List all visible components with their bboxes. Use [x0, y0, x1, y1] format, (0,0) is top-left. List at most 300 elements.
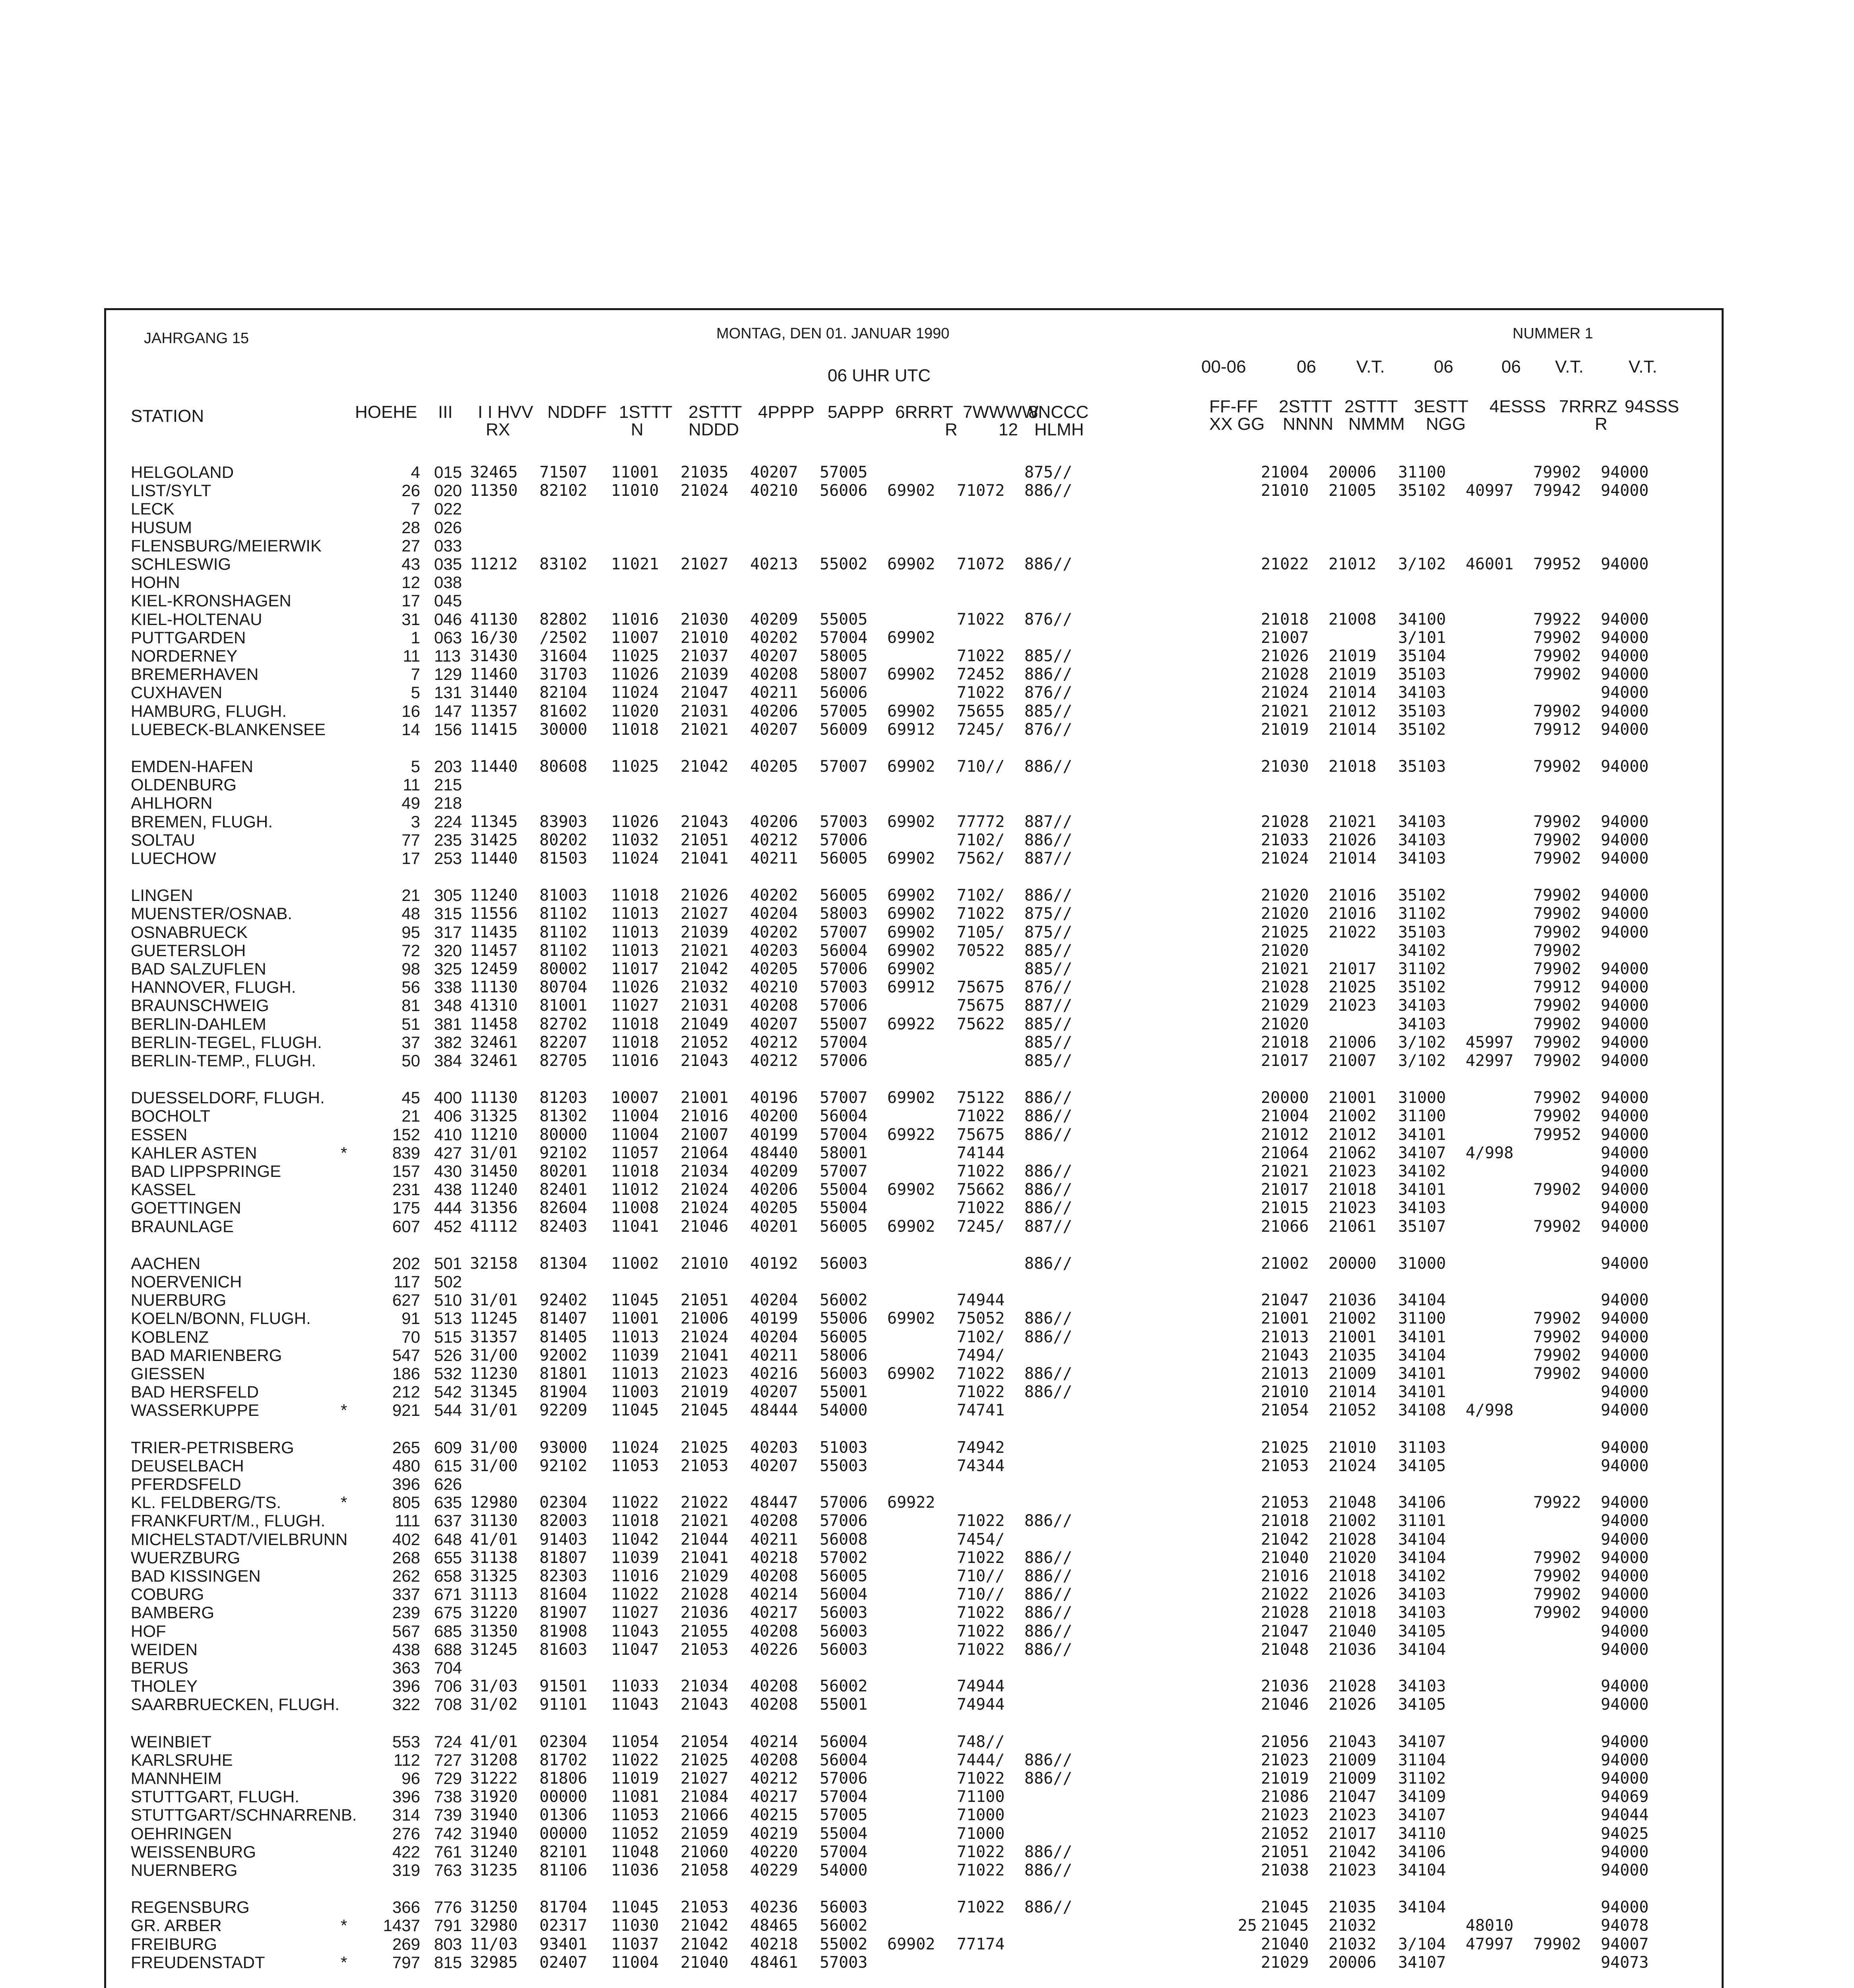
table-row [106, 1291, 1722, 1309]
obs-group: 94000 [1601, 1199, 1649, 1217]
obs-group: 885// [1024, 960, 1072, 978]
col-r1-top: 00-06 [1201, 357, 1246, 377]
obs-group: 11048 [611, 1843, 659, 1861]
obs-group: 31/00 [470, 1457, 518, 1475]
obs-group: 21047 [1261, 1291, 1309, 1309]
obs-group: 11032 [611, 831, 659, 849]
obs-group: 21018 [1328, 1180, 1377, 1199]
obs-group: 79902 [1533, 960, 1581, 978]
obs-group: 11025 [611, 757, 659, 776]
obs-group: 56003 [820, 1604, 868, 1622]
obs-group: 34101 [1398, 1328, 1446, 1346]
obs-group: 21064 [1261, 1144, 1309, 1162]
obs-group: 34103 [1398, 1015, 1446, 1033]
station-name: FREIBURG [131, 1935, 217, 1953]
station-name: BERLIN-TEGEL, FLUGH. [131, 1033, 322, 1052]
obs-group: 40218 [750, 1549, 798, 1567]
station-height: 5 [411, 683, 420, 702]
station-id: 305 [434, 886, 462, 905]
obs-group: 94000 [1601, 1052, 1649, 1070]
obs-group: 48444 [750, 1401, 798, 1419]
station-id: 131 [434, 683, 462, 702]
obs-group: 31/01 [470, 1291, 518, 1309]
obs-group: 82101 [539, 1843, 588, 1861]
obs-group: 71022 [957, 1861, 1005, 1879]
obs-group: 40218 [750, 1935, 798, 1953]
station-id: 147 [434, 702, 462, 720]
obs-group: 74944 [957, 1695, 1005, 1714]
obs-group: 886// [1024, 1549, 1072, 1567]
obs-group: 79902 [1533, 1935, 1581, 1953]
station-height: 49 [401, 794, 420, 812]
obs-group: 886// [1024, 665, 1072, 683]
obs-group: 21001 [681, 1089, 729, 1107]
station-name: BERUS [131, 1658, 188, 1677]
table-row [106, 1769, 1722, 1788]
station-id: 035 [434, 555, 462, 573]
obs-group: 875// [1024, 905, 1072, 923]
obs-group: 7562/ [957, 849, 1005, 868]
obs-group: 21061 [1328, 1217, 1377, 1236]
obs-group: 94000 [1601, 1530, 1649, 1549]
obs-group: 21066 [681, 1806, 729, 1824]
obs-group: 02304 [539, 1493, 588, 1512]
obs-group: 12980 [470, 1493, 518, 1512]
station-name: STUTTGART/SCHNARRENB. [131, 1806, 357, 1824]
obs-group: 31450 [470, 1162, 518, 1180]
obs-group: 21032 [1328, 1935, 1377, 1953]
obs-group: 31222 [470, 1769, 518, 1788]
obs-group: 57006 [820, 1512, 868, 1530]
table-row [106, 555, 1722, 573]
obs-group: 34101 [1398, 1383, 1446, 1401]
station-height: 81 [401, 996, 420, 1015]
obs-group: 35102 [1398, 481, 1446, 500]
obs-group: 40213 [750, 555, 798, 573]
col-4esss: 4ESSS [1489, 397, 1546, 416]
mountain-marker: * [341, 1953, 347, 1972]
obs-group: 94000 [1601, 1401, 1649, 1419]
obs-group: 21038 [1261, 1861, 1309, 1879]
obs-group: 94000 [1601, 1180, 1649, 1199]
obs-group: 7102/ [957, 886, 1005, 905]
obs-group: 887// [1024, 1217, 1072, 1236]
table-row [106, 1898, 1722, 1916]
obs-group: 79902 [1533, 647, 1581, 665]
obs-group: 35103 [1398, 923, 1446, 942]
station-height: 366 [392, 1898, 420, 1916]
obs-group: 40209 [750, 1162, 798, 1180]
obs-group: 11001 [611, 1309, 659, 1328]
obs-group: 94044 [1601, 1806, 1649, 1824]
obs-group: 21054 [1261, 1401, 1309, 1419]
obs-group: 79902 [1533, 942, 1581, 960]
obs-group: 79942 [1533, 481, 1581, 500]
obs-group: 57006 [820, 996, 868, 1015]
obs-group: 55001 [820, 1383, 868, 1401]
obs-group: 21020 [1261, 1015, 1309, 1033]
obs-group: 21028 [1261, 665, 1309, 683]
obs-group: 82207 [539, 1033, 588, 1052]
obs-group: 21014 [1328, 849, 1377, 868]
obs-group: 886// [1024, 1585, 1072, 1604]
obs-group: 20006 [1328, 463, 1377, 481]
obs-group: 21023 [1261, 1751, 1309, 1769]
table-row [106, 500, 1722, 518]
obs-group: 93000 [539, 1439, 588, 1457]
obs-group: 34103 [1398, 1585, 1446, 1604]
obs-group: 21021 [681, 720, 729, 739]
obs-group: 56005 [820, 1567, 868, 1585]
obs-group: 21025 [681, 1439, 729, 1457]
station-height: 112 [394, 1751, 420, 1769]
obs-group: 57005 [820, 1806, 868, 1824]
obs-group: 11016 [611, 610, 659, 629]
obs-group: 94073 [1601, 1953, 1649, 1972]
obs-group: 40208 [750, 1512, 798, 1530]
obs-group: 31100 [1398, 1107, 1446, 1125]
obs-group: 31101 [1398, 1512, 1446, 1530]
station-id: 400 [434, 1088, 462, 1107]
table-row [106, 1953, 1722, 1972]
obs-group: 02407 [539, 1953, 588, 1972]
station-name: FRANKFURT/M., FLUGH. [131, 1511, 326, 1530]
obs-group: 886// [1024, 1861, 1072, 1879]
station-height: 50 [401, 1051, 420, 1070]
col-r3sttt: 2STTT [1344, 397, 1398, 416]
obs-group: 21052 [681, 1033, 729, 1052]
obs-group: 94000 [1601, 1162, 1649, 1180]
obs-group: 94069 [1601, 1788, 1649, 1806]
obs-group: 11024 [611, 683, 659, 702]
obs-group: 11245 [470, 1309, 518, 1328]
obs-group: 21021 [1261, 1162, 1309, 1180]
mountain-marker: * [341, 1401, 347, 1419]
obs-group: 56003 [820, 1640, 868, 1659]
station-id: 410 [434, 1125, 462, 1144]
table-row [106, 1659, 1722, 1677]
station-id: 815 [434, 1953, 462, 1972]
obs-group: 94000 [1601, 1733, 1649, 1751]
obs-group: 94078 [1601, 1916, 1649, 1935]
obs-group: 94000 [1601, 1346, 1649, 1365]
obs-group: 35103 [1398, 665, 1446, 683]
obs-group: 21028 [1261, 813, 1309, 831]
obs-group: 40229 [750, 1861, 798, 1879]
obs-group: 21039 [681, 923, 729, 942]
obs-group: 94000 [1601, 960, 1649, 978]
obs-group: 21052 [1261, 1825, 1309, 1843]
station-id: 382 [434, 1033, 462, 1052]
obs-group: 16/30 [470, 629, 518, 647]
obs-group: 21027 [681, 555, 729, 573]
obs-group: 72452 [957, 665, 1005, 683]
obs-group: 40211 [750, 849, 798, 868]
obs-group: 79902 [1533, 1567, 1581, 1585]
col-hvv: I I HVV [478, 402, 533, 422]
obs-group: 12459 [470, 960, 518, 978]
obs-group: 81604 [539, 1585, 588, 1604]
station-name: KOELN/BONN, FLUGH. [131, 1309, 311, 1328]
obs-group: 21019 [1328, 665, 1377, 683]
station-id: 727 [434, 1751, 462, 1769]
col-7rrrz: 7RRRZ [1559, 397, 1617, 416]
station-name: EMDEN-HAFEN [131, 757, 254, 776]
station-height: 12 [401, 573, 420, 592]
obs-group: 11240 [470, 886, 518, 905]
obs-group: 21053 [1261, 1493, 1309, 1512]
obs-group: 69902 [887, 702, 935, 720]
obs-group: 7245/ [957, 720, 1005, 739]
obs-group: 21004 [1261, 463, 1309, 481]
obs-group: 40205 [750, 960, 798, 978]
obs-group: 94000 [1601, 1549, 1649, 1567]
obs-group: 11556 [470, 905, 518, 923]
obs-group: 7102/ [957, 1328, 1005, 1346]
obs-group: 21036 [1261, 1677, 1309, 1695]
obs-group: 79902 [1533, 813, 1581, 831]
obs-group: 11004 [611, 1953, 659, 1972]
obs-group: 21021 [1261, 960, 1309, 978]
obs-group: 40219 [750, 1825, 798, 1843]
obs-group: 886// [1024, 1309, 1072, 1328]
station-height: 17 [401, 849, 420, 868]
obs-group: 80202 [539, 831, 588, 849]
obs-group: 79902 [1533, 1180, 1581, 1199]
obs-group: 20006 [1328, 1953, 1377, 1972]
obs-group: 92102 [539, 1144, 588, 1162]
obs-group: 11016 [611, 1052, 659, 1070]
obs-group: 21020 [1261, 905, 1309, 923]
obs-group: 21015 [1261, 1199, 1309, 1217]
obs-group: 11440 [470, 849, 518, 868]
table-row [106, 1365, 1722, 1383]
table-row [106, 537, 1722, 555]
obs-group: 82102 [539, 481, 588, 500]
obs-group: 11081 [611, 1788, 659, 1806]
obs-group: 91101 [539, 1695, 588, 1714]
obs-group: 94000 [1601, 1640, 1649, 1659]
obs-group: 34101 [1398, 1126, 1446, 1144]
obs-group: 21006 [681, 1309, 729, 1328]
obs-group: 11026 [611, 813, 659, 831]
obs-group: 94000 [1601, 849, 1649, 868]
obs-group: 21020 [1261, 942, 1309, 960]
col-r2sttt: 2STTT [1279, 397, 1332, 416]
table-row [106, 665, 1722, 683]
col-94sss: 94SSS [1625, 397, 1679, 416]
obs-group: 876// [1024, 610, 1072, 629]
obs-group: 79902 [1533, 1549, 1581, 1567]
obs-group: 21031 [681, 702, 729, 720]
obs-group: 7494/ [957, 1346, 1005, 1365]
station-name: MUENSTER/OSNAB. [131, 904, 293, 923]
col-r3-top: V.T. [1356, 357, 1385, 377]
obs-group: 11043 [611, 1695, 659, 1714]
obs-group: 75622 [957, 1015, 1005, 1033]
obs-group: 34105 [1398, 1457, 1446, 1475]
obs-group: 48447 [750, 1493, 798, 1512]
obs-group: 31100 [1398, 1309, 1446, 1328]
obs-group: 886// [1024, 1365, 1072, 1383]
station-height: 56 [401, 978, 420, 996]
col-7rrrz-sub: R [1595, 414, 1608, 434]
obs-group: 71022 [957, 1549, 1005, 1567]
obs-group: 40997 [1466, 481, 1514, 500]
station-id: 626 [434, 1475, 462, 1493]
obs-group: 94000 [1601, 1033, 1649, 1052]
obs-group: 81302 [539, 1107, 588, 1125]
obs-group: 34102 [1398, 1162, 1446, 1180]
obs-group: 94000 [1601, 1861, 1649, 1879]
obs-group: 81807 [539, 1549, 588, 1567]
obs-group: 21022 [1261, 1585, 1309, 1604]
obs-group: 92102 [539, 1457, 588, 1475]
station-name: COBURG [131, 1585, 204, 1604]
obs-group: 21012 [1328, 555, 1377, 573]
obs-group: 886// [1024, 1199, 1072, 1217]
station-id: 215 [434, 775, 462, 794]
obs-group: 21053 [681, 1898, 729, 1916]
obs-group: 21066 [1261, 1217, 1309, 1236]
obs-group: 21021 [681, 942, 729, 960]
obs-group: 94000 [1601, 610, 1649, 629]
obs-group: 21009 [1328, 1365, 1377, 1383]
station-id: 791 [434, 1916, 462, 1935]
obs-group: 11460 [470, 665, 518, 683]
obs-group: 40220 [750, 1843, 798, 1861]
obs-group: 40206 [750, 702, 798, 720]
obs-group: 80002 [539, 960, 588, 978]
mountain-marker: * [341, 1493, 347, 1512]
obs-group: 21039 [681, 665, 729, 683]
obs-group: 40204 [750, 1328, 798, 1346]
obs-group: 886// [1024, 555, 1072, 573]
col-hoehe: HOEHE [355, 402, 417, 422]
obs-group: 21054 [681, 1733, 729, 1751]
obs-group: 34102 [1398, 1567, 1446, 1585]
obs-group: 94000 [1601, 923, 1649, 942]
obs-group: 40196 [750, 1089, 798, 1107]
obs-group: 48440 [750, 1144, 798, 1162]
obs-group: 11357 [470, 702, 518, 720]
obs-group: 69902 [887, 665, 935, 683]
obs-group: 21013 [1261, 1365, 1309, 1383]
obs-group: 21064 [681, 1144, 729, 1162]
station-height: 547 [392, 1346, 420, 1365]
obs-group: 56005 [820, 886, 868, 905]
obs-group: 31703 [539, 665, 588, 683]
obs-group: 35104 [1398, 647, 1446, 665]
obs-group: 94000 [1601, 1843, 1649, 1861]
obs-group: 21014 [1328, 683, 1377, 702]
obs-group: 31/00 [470, 1346, 518, 1365]
col-8nccc: 8NCCC [1028, 402, 1089, 422]
obs-group: 56005 [820, 849, 868, 868]
obs-group: 40204 [750, 1291, 798, 1309]
obs-group: 81102 [539, 942, 588, 960]
station-height: 839 [392, 1143, 420, 1162]
station-name: THOLEY [131, 1677, 198, 1695]
obs-group: 69902 [887, 1089, 935, 1107]
col-6rrrt: 6RRRT [895, 402, 953, 422]
station-name: SCHLESWIG [131, 555, 231, 573]
obs-group: 21025 [1328, 978, 1377, 996]
col-7wwww-sub: 12 [999, 420, 1018, 439]
obs-group: 77772 [957, 813, 1005, 831]
obs-group: 21028 [1328, 1677, 1377, 1695]
obs-group: 94000 [1601, 629, 1649, 647]
obs-group: 21036 [1328, 1640, 1377, 1659]
obs-group: 21029 [1261, 1953, 1309, 1972]
obs-group: 21026 [1328, 831, 1377, 849]
obs-group: 79912 [1533, 978, 1581, 996]
station-name: KAHLER ASTEN [131, 1143, 257, 1162]
station-height: 98 [401, 959, 420, 978]
obs-group: 91403 [539, 1530, 588, 1549]
obs-group: 886// [1024, 1328, 1072, 1346]
obs-group: 81704 [539, 1898, 588, 1916]
obs-group: 40199 [750, 1126, 798, 1144]
station-name: KIEL-KRONSHAGEN [131, 591, 291, 610]
obs-group: 40211 [750, 1530, 798, 1549]
obs-group: 69902 [887, 1217, 935, 1236]
obs-group: 40202 [750, 886, 798, 905]
obs-group: 80608 [539, 757, 588, 776]
station-name: HELGOLAND [131, 463, 234, 481]
table-row [106, 923, 1722, 942]
obs-group: 94007 [1601, 1935, 1649, 1953]
station-id: 542 [434, 1382, 462, 1401]
obs-group: 21042 [681, 960, 729, 978]
obs-group: 21024 [1261, 683, 1309, 702]
obs-group: 58007 [820, 665, 868, 683]
obs-group: 94000 [1601, 1493, 1649, 1512]
obs-group: 21027 [681, 1769, 729, 1788]
obs-group: 21021 [681, 1512, 729, 1530]
obs-group: 69902 [887, 629, 935, 647]
obs-group: 21028 [1261, 1604, 1309, 1622]
station-height: 51 [401, 1015, 420, 1033]
obs-group: 40208 [750, 1677, 798, 1695]
obs-group: 56004 [820, 1733, 868, 1751]
obs-group: 94025 [1601, 1825, 1649, 1843]
obs-group: 20000 [1261, 1089, 1309, 1107]
obs-group: 21002 [1328, 1107, 1377, 1125]
station-id: 515 [434, 1328, 462, 1346]
obs-group: 21032 [1328, 1916, 1377, 1935]
station-height: 11 [403, 775, 420, 794]
station-id: 430 [434, 1162, 462, 1180]
obs-group: 81405 [539, 1328, 588, 1346]
obs-group: 45997 [1466, 1033, 1514, 1052]
obs-group: 70522 [957, 942, 1005, 960]
obs-group: 54000 [820, 1401, 868, 1419]
station-height: 268 [392, 1548, 420, 1567]
obs-group: 21023 [1328, 1806, 1377, 1824]
obs-group: 11053 [611, 1806, 659, 1824]
obs-group: 94000 [1601, 481, 1649, 500]
obs-group: 31240 [470, 1843, 518, 1861]
obs-group: 31100 [1398, 463, 1446, 481]
obs-group: 21028 [681, 1585, 729, 1604]
obs-group: 748// [957, 1733, 1005, 1751]
station-name: REGENSBURG [131, 1898, 250, 1916]
obs-group: 69922 [887, 1015, 935, 1033]
obs-group: 79902 [1533, 1346, 1581, 1365]
obs-group: 31102 [1398, 1769, 1446, 1788]
obs-group: 21004 [1261, 1107, 1309, 1125]
